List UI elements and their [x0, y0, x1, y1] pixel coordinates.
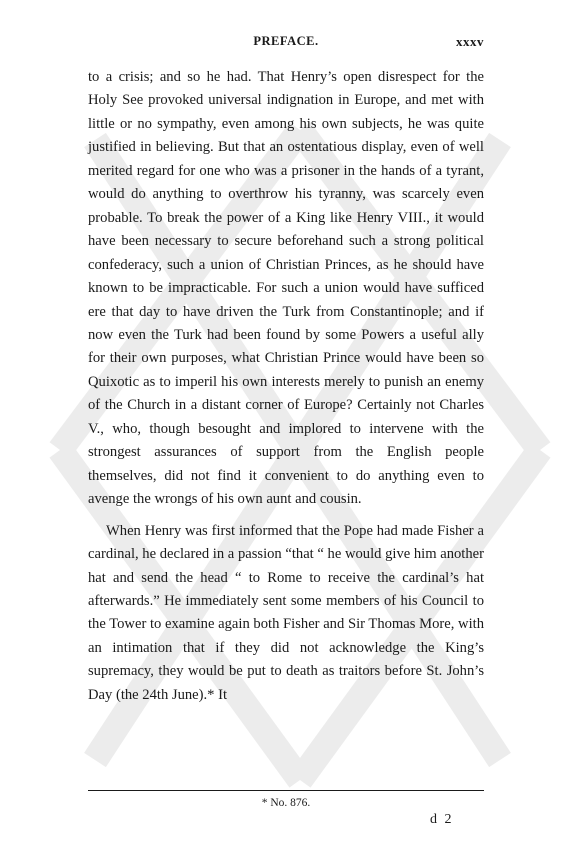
signature-mark: d 2 [430, 812, 454, 827]
page-header [88, 34, 484, 52]
body-text [88, 66, 484, 707]
footnote: * No. 876. [261, 797, 311, 809]
running-head: PREFACE. [253, 34, 319, 48]
page-number: xxxv [456, 34, 484, 49]
paragraph: to a crisis; and so he had. That Henry’s open disrespect for the Holy See provoked universal indignation in Europe, and met with little or no sympathy, even among his own subjects, he was quite justified in believing. But that an ostentatious display, even of well merited regard for one who was a prisoner in the hands of a tyrant, would do anything to overthrow his tyranny, was scarcely even probable. To break the power of a King like Henry VIII., it would have been necessary to secure beforehand such a strong political confederacy, such a union of Christian Princes, as he should have known to be impracticable. For such a union would have sufficed ere that day to have driven the Turk from Constantinople; and if now even the Turk had been found by some Powers a useful ally for their own purposes, what Christian Prince would have been so Quixotic as to imperil his own interests merely to punish an enemy of the Church in a distant corner of Europe? Certainly not Charles V., who, though besought and implored to intervene with the strongest assurances of support from the English people themselves, did not find it convenient to do anything even to avenge the wrongs of his own aunt and cousin. [88, 69, 484, 508]
footnote-rule [88, 790, 484, 791]
paragraph: When Henry was first informed that the Pope had made Fisher a cardinal, he declared in a passion “that “ he would give him another hat and send the head “ to Rome to receive the cardinal’s hat afterwards.” He immediately sent some members of his Council to the Tower to examine again both Fisher and Sir Thomas More, with an intimation that if they did not acknowledge the King’s supremacy, they would be put to death as traitors before St. John’s Day (the 24th June).* It [88, 522, 484, 703]
